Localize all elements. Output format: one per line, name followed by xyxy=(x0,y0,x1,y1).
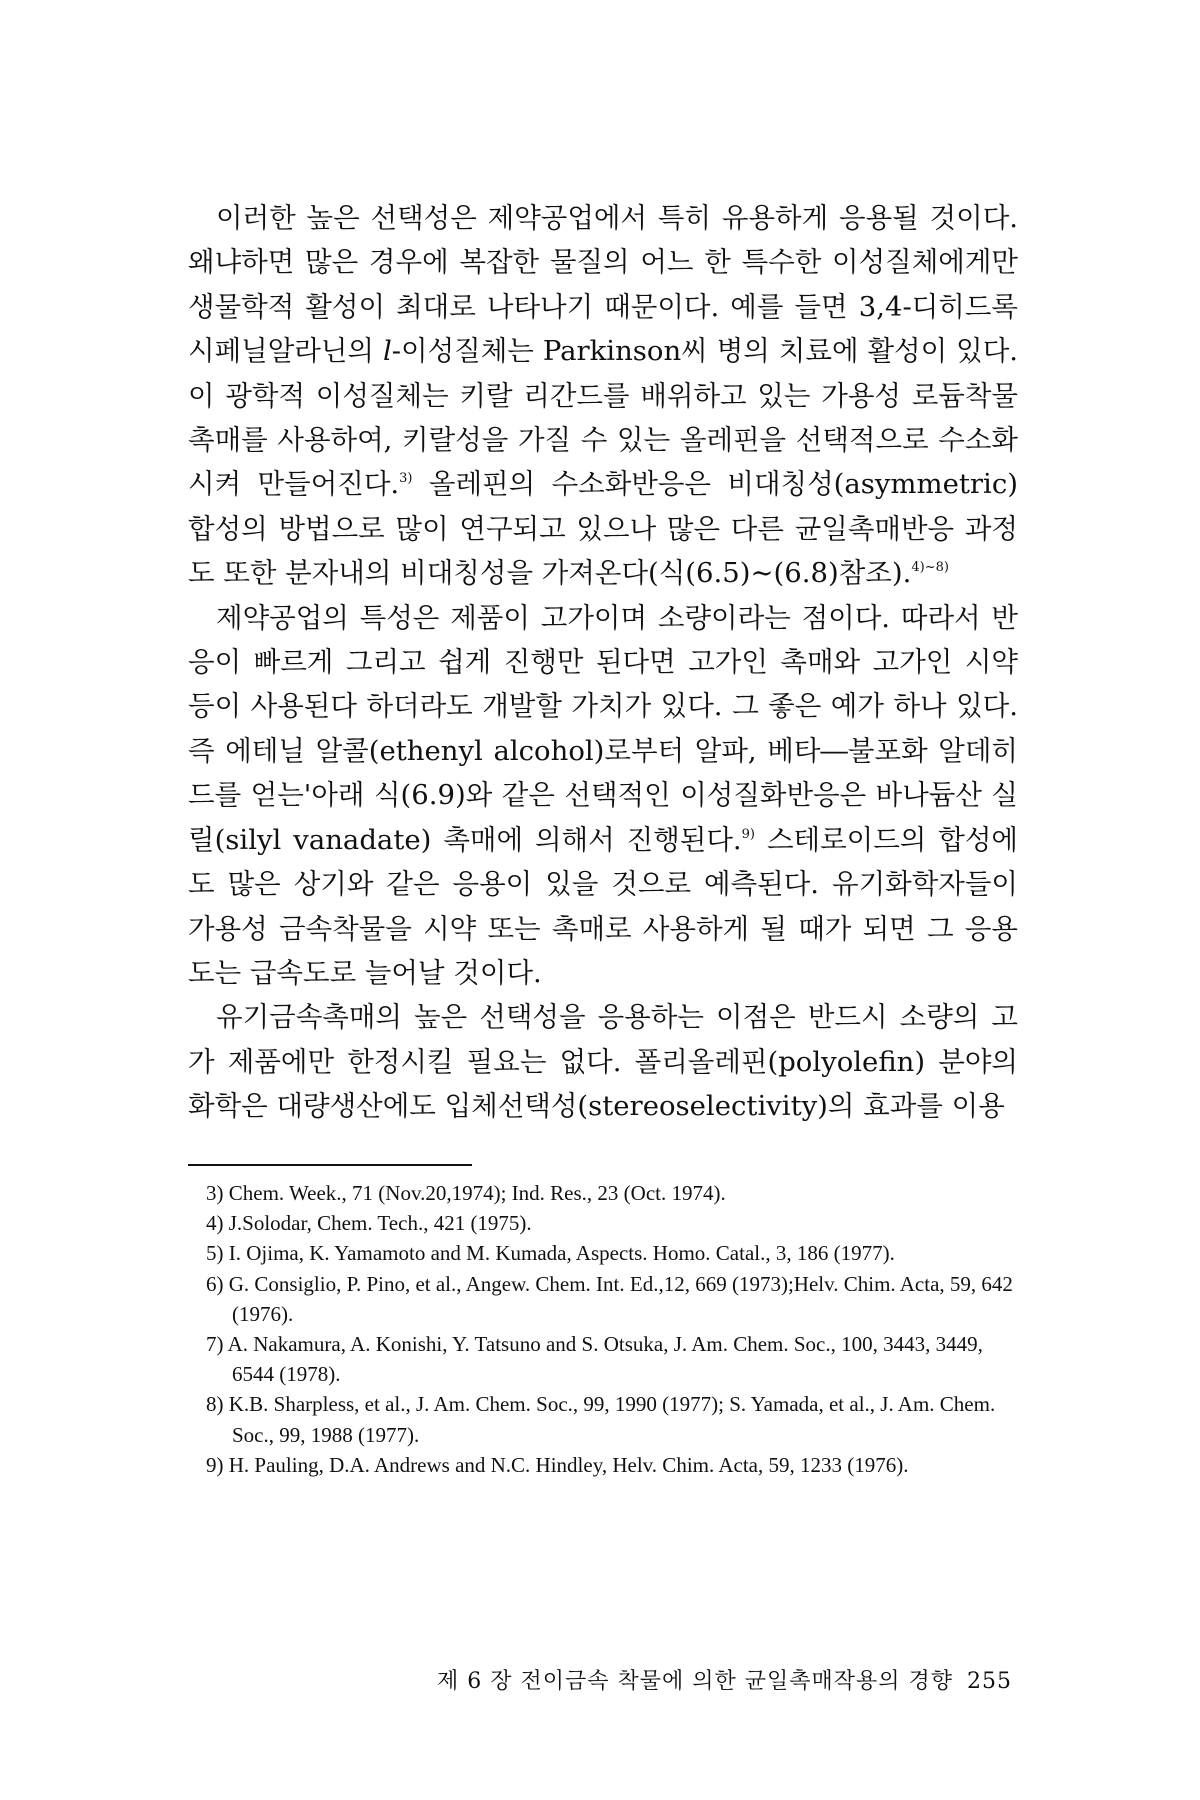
chapter-title: 제 6 장 전이금속 착물에 의한 균일촉매작용의 경향 xyxy=(437,1669,953,1694)
paragraph-1-text-a: 이러한 높은 선택성은 제약공업에서 특히 유용하게 응용될 것이다. 왜냐하면 많은 경우에 복잡한 물질의 어느 한 특수한 이성질체에게만 생물학적 활성이 최대로 나타나기 때문이다. 예를 들면 3,4-디히드록시페닐알라닌의 xyxy=(188,202,1018,368)
levo-prefix: l xyxy=(382,335,392,368)
page-footer xyxy=(352,1664,1012,1695)
paragraph-2-text-a: 제약공업의 특성은 제품이 고가이며 소량이라는 점이다. 따라서 반응이 빠르게 그리고 쉽게 진행만 된다면 고가인 촉매와 고가인 시약 등이 사용된다 하더라도 개발할 가치가 있다. 그 좋은 예가 하나 있다. 즉 에테닐 알콜(ethenyl alcohol)로부터 알파, 베타―불포화 알데히드를 얻는'아래 식(6.9)와 같은 선택적인 이성질화반응은 바나듐산 실릴(silyl vanadate) 촉매에 의해서 진행된다. xyxy=(188,601,1018,856)
footnotes xyxy=(206,1178,1014,1480)
footnote-3: 3) Chem. Week., 71 (Nov.20,1974); Ind. Res., 23 (Oct. 1974). xyxy=(206,1181,726,1205)
footnote-ref-3[interactable]: 3) xyxy=(399,471,413,487)
paragraph-1-text-c: 올레핀의 수소화반응은 비대칭성(asymmetric) 합성의 방법으로 많이 연구되고 있으나 많은 다른 균일촉매반응 과정도 또한 분자내의 비대칭성을 가져온다(식(6.5)∼(6.8)참조). xyxy=(188,468,1018,590)
paragraph-1-text-b: -이성질체는 Parkinson씨 병의 치료에 활성이 있다. 이 광학적 이성질체는 키랄 리간드를 배위하고 있는 가용성 로듐착물 촉매를 사용하여, 키랄성을 가질 수 있는 올레핀을 선택적으로 수소화시켜 만들어진다. xyxy=(188,335,1019,501)
paragraph-3: 유기금속촉매의 높은 선택성을 응용하는 이점은 반드시 소량의 고가 제품에만 한정시킬 필요는 없다. 폴리올레핀(polyolefin) 분야의 화학은 대량생산에도 입체선택성(stereoselectivity)의 효과를 이용 xyxy=(188,1001,1018,1123)
footnote-ref-4-8[interactable]: 4)~8) xyxy=(911,560,949,576)
footnote-4: 4) J.Solodar, Chem. Tech., 421 (1975). xyxy=(206,1211,532,1236)
footnote-9: 9) H. Pauling, D.A. Andrews and N.C. Hindley, Helv. Chim. Acta, 59, 1233 (1976). xyxy=(206,1452,909,1477)
footnote-6: 6) G. Consiglio, P. Pino, et al., Angew. Chem. Int. Ed.,12, 669 (1973);Helv. Chim. Acta, 59, 642 (1976). xyxy=(206,1271,1013,1326)
paragraph-2-text-b: 스테로이드의 합성에도 많은 상기와 같은 응용이 있을 것으로 예측된다. 유기화학자들이 가용성 금속착물을 시약 또는 촉매로 사용하게 될 때가 되면 그 응용도는 급속도로 늘어날 것이다. xyxy=(188,823,1018,989)
footnote-divider xyxy=(188,1164,472,1166)
footnote-ref-9[interactable]: 9) xyxy=(741,826,755,842)
paragraph-2 xyxy=(188,596,1018,996)
footnote-7: 7) A. Nakamura, A. Konishi, Y. Tatsuno and S. Otsuka, J. Am. Chem. Soc., 100, 3443, 3449, 6544 (1978). xyxy=(206,1332,983,1387)
page-number: 255 xyxy=(967,1669,1012,1694)
body-text xyxy=(188,196,1018,1129)
paragraph-1 xyxy=(188,196,1018,596)
footnote-5: 5) I. Ojima, K. Yamamoto and M. Kumada, Aspects. Homo. Catal., 3, 186 (1977). xyxy=(206,1241,895,1266)
footnote-8: 8) K.B. Sharpless, et al., J. Am. Chem. Soc., 99, 1990 (1977); S. Yamada, et al., J. Am. Chem. Soc., 99, 1988 (1977). xyxy=(206,1392,996,1447)
